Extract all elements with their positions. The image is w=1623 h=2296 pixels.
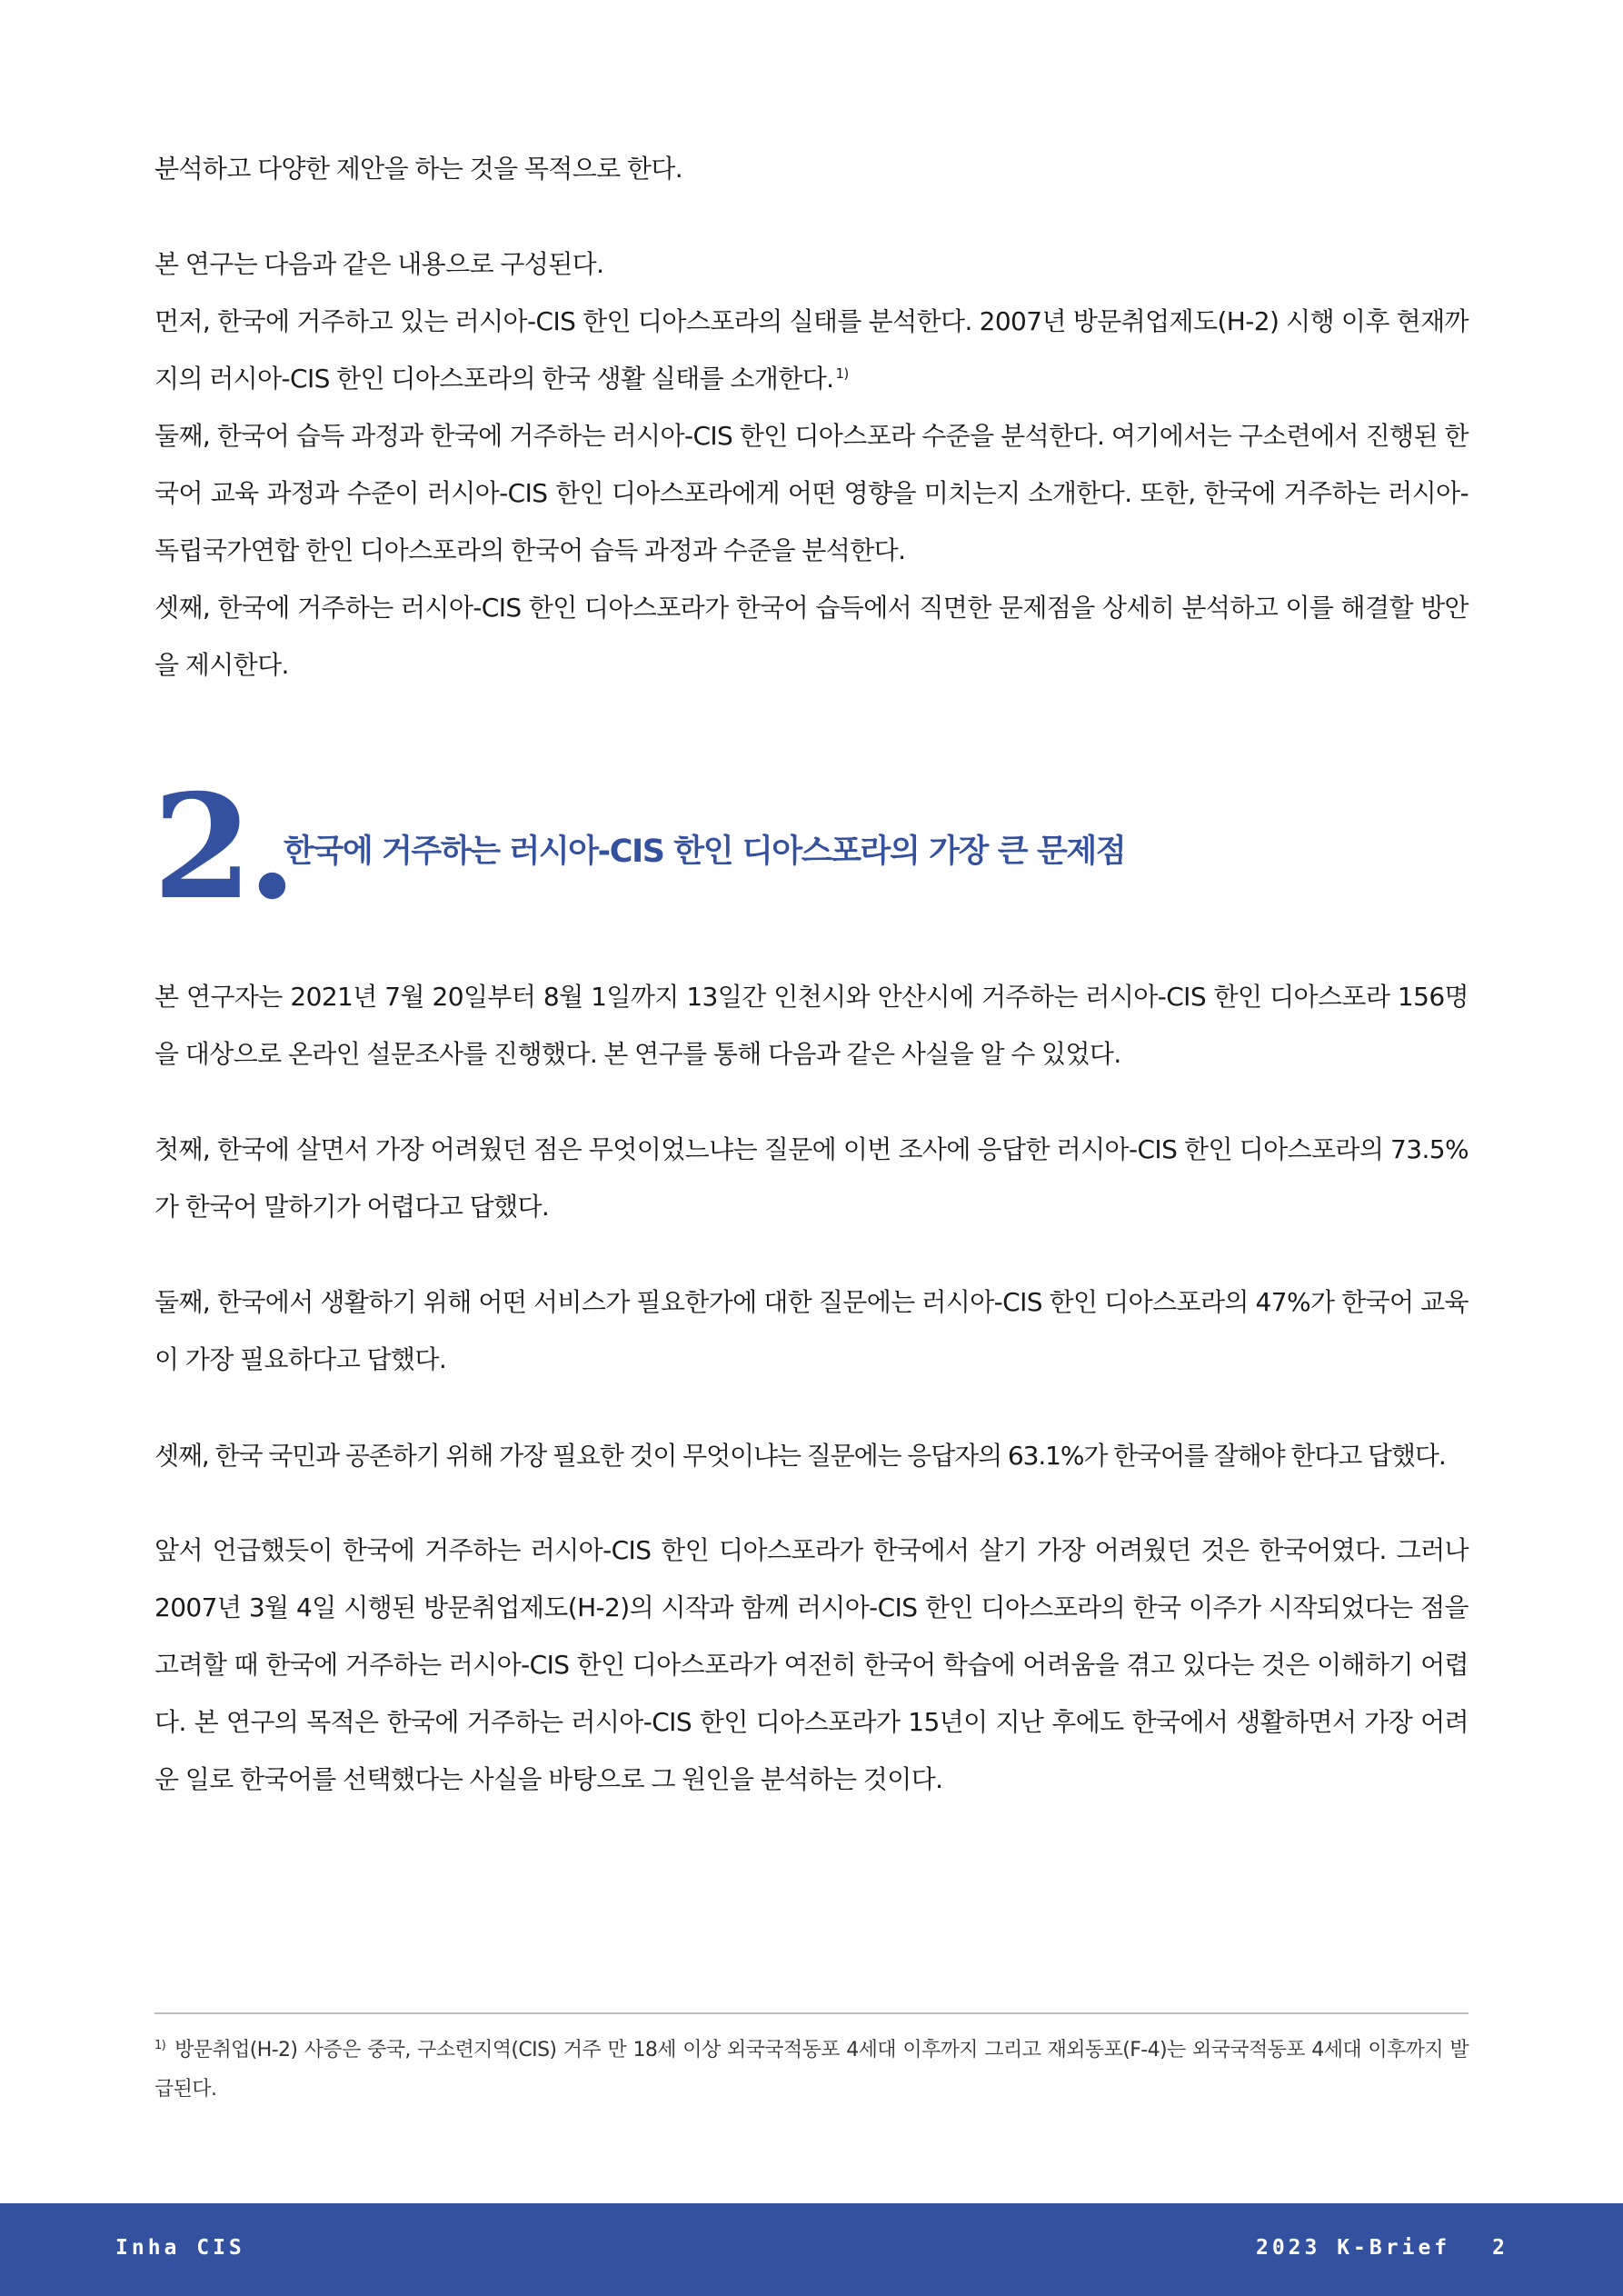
footer-organization: Inha CIS [115,2236,245,2260]
structure-first-point-text: 먼저, 한국에 거주하고 있는 러시아-CIS 한인 디아스포라의 실태를 분석한다. 2007년 방문취업제도(H-2) 시행 이후 현재까지의 러시아-CIS 한인 디아스포라의 한국 생활 실태를 소개한다. [154,306,1469,394]
finding-second: 둘째, 한국에서 생활하기 위해 어떤 서비스가 필요한가에 대한 질문에는 러시아-CIS 한인 디아스포라의 47%가 한국어 교육이 가장 필요하다고 답했다. [154,1287,1469,1374]
footnote [154,2031,1469,2109]
intro-continuation: 분석하고 다양한 제안을 하는 것을 목적으로 한다. [154,154,683,184]
finding-second-block [154,1273,1469,1388]
survey-paragraph: 본 연구자는 2021년 7월 20일부터 8월 1일까지 13일간 인천시와 안산시에 거주하는 러시아-CIS 한인 디아스포라 156명을 대상으로 온라인 설문조사를 진행했다. 본 연구를 통해 다음과 같은 사실을 알 수 있었다. [154,982,1469,1069]
structure-third-point: 셋째, 한국에 거주하는 러시아-CIS 한인 디아스포라가 한국어 습득에서 직면한 문제점을 상세히 분석하고 이를 해결할 방안을 제시한다. [154,593,1469,680]
section-title: 한국에 거주하는 러시아-CIS 한인 디아스포라의 가장 큰 문제점 [284,834,1126,870]
footer-publication: 2023 K-Brief [1255,2236,1451,2260]
footer-bar [0,2203,1623,2296]
conclusion-paragraph: 앞서 언급했듯이 한국에 거주하는 러시아-CIS 한인 디아스포라가 한국에서 살기 가장 어려웠던 것은 한국어였다. 그러나 2007년 3월 4일 시행된 방문취업제도(H-2)의 시작과 함께 러시아-CIS 한인 디아스포라의 한국 이주가 시작되었다는 점을 고려할 때 한국에 거주하는 러시아-CIS 한인 디아스포라가 여전히 한국어 학습에 어려움을 겪고 있다는 것은 이해하기 어렵다. 본 연구의 목적은 한국에 거주하는 러시아-CIS 한인 디아스포라가 15년이 지난 후에도 한국에서 생활하면서 가장 어려운 일로 한국어를 선택했다는 사실을 바탕으로 그 원인을 분석하는 것이다. [154,1535,1469,1794]
footnote-mark: 1) [154,2038,166,2052]
conclusion-block [154,1522,1469,1808]
finding-third: 셋째, 한국 국민과 공존하기 위해 가장 필요한 것이 무엇이냐는 질문에는 응답자의 63.1%가 한국어를 잘해야 한다고 답했다. [154,1441,1446,1471]
section-heading [153,764,1467,932]
page-number: 2 [1492,2236,1508,2260]
section-number: 2. [153,764,292,932]
structure-block [154,235,1469,694]
intro-block [154,140,1469,197]
footnote-text: 방문취업(H-2) 사증은 중국, 구소련지역(CIS) 거주 만 18세 이상 외국국적동포 4세대 이후까지 그리고 재외동포(F-4)는 외국국적동포 4세대 이후까지 발급된다. [154,2039,1469,2101]
footnote-reference: 1) [835,364,849,382]
finding-third-block [154,1427,1469,1484]
finding-first-block [154,1121,1469,1235]
structure-intro: 본 연구는 다음과 같은 내용으로 구성된다. [154,249,604,279]
structure-first-point [154,293,1469,407]
survey-paragraph-block [154,968,1469,1083]
footer-right [1256,2236,1508,2260]
finding-first: 첫째, 한국에 살면서 가장 어려웠던 점은 무엇이었느냐는 질문에 이번 조사에 응답한 러시아-CIS 한인 디아스포라의 73.5%가 한국어 말하기가 어렵다고 답했다. [154,1134,1469,1222]
structure-second-point: 둘째, 한국어 습득 과정과 한국에 거주하는 러시아-CIS 한인 디아스포라 수준을 분석한다. 여기에서는 구소련에서 진행된 한국어 교육 과정과 수준이 러시아-CIS 한인 디아스포라에게 어떤 영향을 미치는지 소개한다. 또한, 한국에 거주하는 러시아-독립국가연합 한인 디아스포라의 한국어 습득 과정과 수준을 분석한다. [154,421,1469,565]
footnote-divider [154,2012,1469,2014]
